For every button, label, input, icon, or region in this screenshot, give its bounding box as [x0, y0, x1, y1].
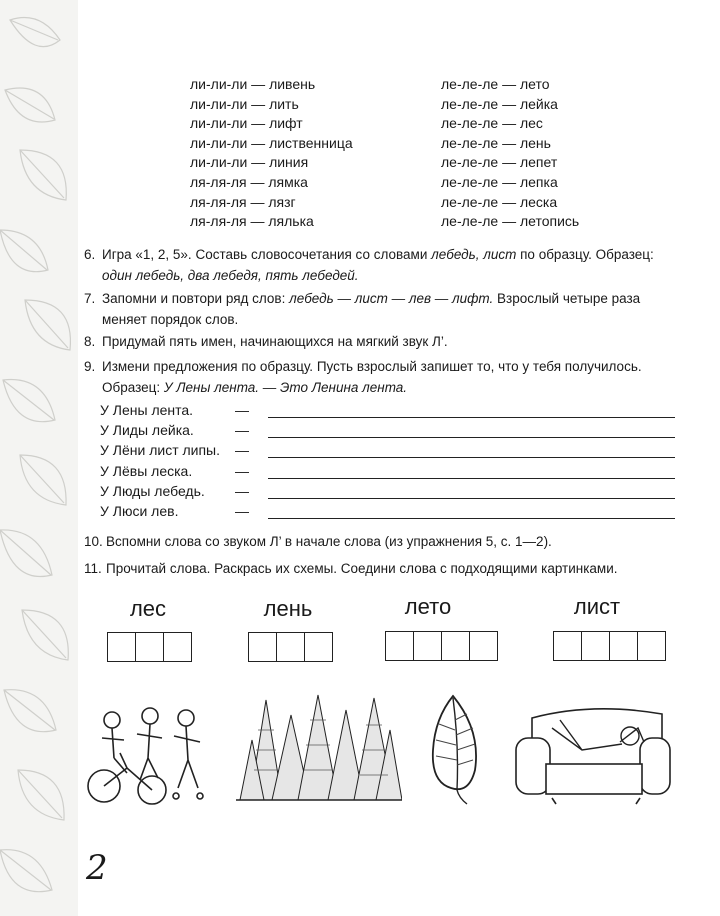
word-pair-left: ля-ля-ля — лязг: [190, 193, 296, 210]
word-list: лист: [573, 594, 621, 619]
word-pair-right: ле-ле-ле — лепет: [441, 154, 558, 171]
fill-in-dash: —: [235, 482, 249, 499]
word-pair-right: ле-ле-ле — лето: [441, 76, 550, 92]
fill-in-sentence: У Лёвы леска.: [100, 462, 193, 479]
scheme-cell[interactable]: [638, 632, 665, 660]
word-pair-left: ля-ля-ля — лялька: [190, 213, 314, 230]
scheme-cell[interactable]: [164, 633, 191, 661]
sound-scheme-list[interactable]: [553, 631, 666, 661]
task-italic: лебедь — лист — лев — лифт.: [289, 291, 494, 306]
task-text: Вспомни слова со звуком Л’ в начале слова (из упражнения 5, с. 1—2).: [106, 534, 552, 549]
page-number: 2: [86, 848, 108, 888]
task-text: меняет порядок слов.: [102, 312, 239, 327]
fill-in-dash: —: [235, 503, 249, 519]
scheme-cell[interactable]: [610, 632, 638, 660]
task-text: Придумай пять имен, начинающихся на мягкий звук Л’.: [102, 334, 448, 349]
fill-in-row: [100, 463, 675, 483]
word-pair-right: ле-ле-ле — летопись: [441, 213, 580, 230]
task-example: У Лены лента. — Это Ленина лента.: [163, 380, 408, 395]
task-number: 11.: [84, 561, 102, 576]
word-len: лень: [263, 596, 313, 621]
fill-in-row: [100, 422, 675, 442]
leaf-picture[interactable]: [423, 690, 491, 810]
fill-in-sentence: У Лены лента.: [100, 402, 194, 418]
word-pair-right: ле-ле-ле — лепка: [441, 174, 558, 190]
word-pair-right: ле-ле-ле — лень: [441, 134, 551, 151]
task-10: [84, 531, 684, 552]
fill-in-dash: —: [235, 402, 249, 418]
forest-picture[interactable]: [236, 690, 402, 810]
fill-in-row: [100, 503, 675, 523]
task-example: один лебедь, два лебедя, пять лебедей.: [102, 268, 359, 283]
fill-in-sentence: У Люси лев.: [100, 503, 179, 519]
task-number: 10.: [84, 534, 103, 549]
task-7: [84, 288, 684, 330]
scheme-cell[interactable]: [442, 632, 470, 660]
word-pair-left: ли-ли-ли — лифт: [190, 115, 303, 132]
word-leto: лето: [404, 594, 452, 619]
task-number: 8.: [84, 334, 96, 349]
task-number: 9.: [84, 359, 96, 374]
answer-line[interactable]: [268, 417, 675, 418]
word-pair-left: ли-ли-ли — лить: [190, 95, 299, 112]
leaf-border-decoration: [0, 0, 78, 916]
task-text: Измени предложения по образцу. Пусть взрослый запишет то, что у тебя получилось.: [102, 359, 642, 374]
task-text: Запомни и повтори ряд слов:: [102, 291, 290, 306]
scheme-cell[interactable]: [249, 633, 277, 661]
scheme-cell[interactable]: [108, 633, 136, 661]
answer-line[interactable]: [268, 457, 675, 458]
task-text: Игра «1, 2, 5». Составь словосочетания со словами: [102, 247, 432, 262]
sound-scheme-les[interactable]: [107, 632, 192, 662]
task-9: [84, 356, 684, 398]
scheme-cell[interactable]: [386, 632, 414, 660]
task-italic: лебедь, лист: [431, 247, 517, 262]
fill-in-row: [100, 402, 675, 422]
word-les: лес: [129, 596, 167, 621]
children-riding-picture[interactable]: [82, 698, 212, 808]
word-pair-left: ли-ли-ли — лиственница: [190, 134, 353, 151]
answer-line[interactable]: [268, 478, 675, 479]
task-text: Прочитай слова. Раскрась их схемы. Соедини слова с подходящими картинками.: [106, 561, 618, 576]
task-text: по образцу. Образец:: [516, 247, 654, 262]
fill-in-dash: —: [235, 442, 249, 459]
sound-scheme-leto[interactable]: [385, 631, 498, 661]
fill-in-sentence: У Лиды лейка.: [100, 422, 194, 439]
scheme-cell[interactable]: [414, 632, 442, 660]
task-6: [84, 244, 684, 286]
fill-in-dash: —: [235, 462, 249, 479]
task-number: 7.: [84, 291, 96, 306]
word-pair-right: ле-ле-ле — лес: [441, 115, 543, 132]
word-pair-right: ле-ле-ле — лейка: [441, 95, 558, 112]
task-8: [84, 331, 684, 352]
task-text: Образец:: [102, 380, 164, 395]
fill-in-sentence: У Люды лебедь.: [100, 482, 205, 499]
scheme-cell[interactable]: [305, 633, 332, 661]
scheme-cell[interactable]: [582, 632, 610, 660]
answer-line[interactable]: [268, 498, 675, 499]
answer-line[interactable]: [268, 437, 675, 438]
word-pair-left: ли-ли-ли — линия: [190, 154, 309, 171]
fill-in-row: [100, 483, 675, 503]
scheme-cell[interactable]: [136, 633, 164, 661]
sound-scheme-len[interactable]: [248, 632, 333, 662]
fill-in-sentence: У Лёни лист липы.: [100, 442, 221, 459]
word-pair-left: ля-ля-ля — лямка: [190, 174, 308, 190]
task-11: [84, 558, 684, 579]
answer-line[interactable]: [268, 518, 675, 519]
scheme-cell[interactable]: [554, 632, 582, 660]
scheme-cell[interactable]: [277, 633, 305, 661]
scheme-cell[interactable]: [470, 632, 497, 660]
word-pair-left: ли-ли-ли — ливень: [190, 76, 316, 92]
word-pair-right: ле-ле-ле — леска: [441, 193, 558, 210]
sofa-rest-picture[interactable]: [512, 698, 672, 806]
task-number: 6.: [84, 247, 96, 262]
fill-in-row: [100, 442, 675, 462]
task-text: Взрослый четыре раза: [493, 291, 641, 306]
fill-in-dash: —: [235, 422, 249, 439]
